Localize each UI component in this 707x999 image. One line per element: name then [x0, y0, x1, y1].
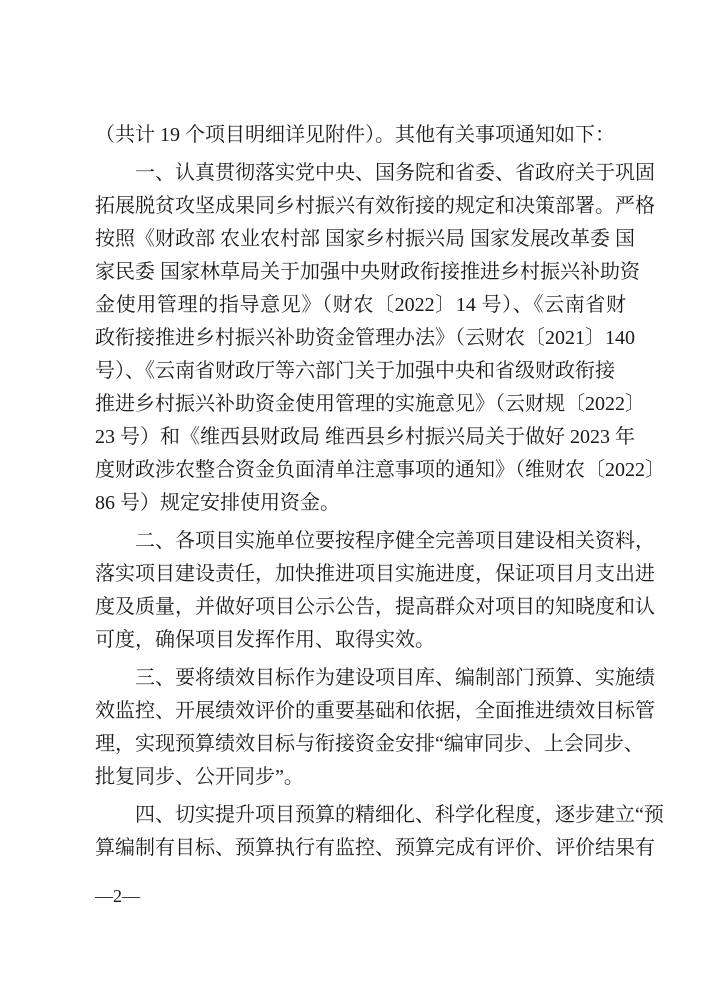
- text-line: 二、各项目实施单位要按程序健全完善项目建设相关资料，: [135, 530, 655, 552]
- paragraph-4: [95, 799, 664, 865]
- text-line: 23 号）和《维西县财政局 维西县乡村振兴局关于做好 2023 年: [95, 426, 635, 448]
- document-body: [95, 119, 665, 870]
- text-line: 推进乡村振兴补助资金使用管理的实施意见》（云财规〔2022〕: [95, 393, 645, 415]
- text-line: 拓展脱贫攻坚成果同乡村振兴有效衔接的规定和决策部署。严格: [95, 195, 655, 217]
- text-line: 按照《财政部 农业农村部 国家乡村振兴局 国家发展改革委 国: [95, 228, 635, 250]
- text-line: （共计 19 个项目明细详见附件）。其他有关事项通知如下：: [95, 124, 615, 146]
- text-line: 政衔接推进乡村振兴补助资金管理办法》（云财农〔2021〕140: [95, 327, 635, 349]
- text-line: 效监控、开展绩效评价的重要基础和依据，全面推进绩效目标管: [95, 700, 655, 722]
- text-line: 度财政涉农整合资金负面清单注意事项的通知》（维财农〔2022〕: [95, 459, 665, 481]
- page-number: —2—: [95, 886, 140, 906]
- paragraph-3: [95, 662, 655, 794]
- text-line: 号）、《云南省财政厅等六部门关于加强中央和省级财政衔接: [95, 360, 615, 382]
- text-line: 三、要将绩效目标作为建设项目库、编制部门预算、实施绩: [135, 667, 655, 689]
- paragraph-2: [95, 525, 655, 657]
- paragraph-intro: [95, 119, 626, 152]
- text-line: 落实项目建设责任，加快推进项目实施进度，保证项目月支出进: [95, 563, 655, 585]
- text-line: 家民委 国家林草局关于加强中央财政衔接推进乡村振兴补助资: [95, 261, 640, 283]
- text-line: 度及质量，并做好项目公示公告，提高群众对项目的知晓度和认: [95, 596, 655, 618]
- text-line: 算编制有目标、预算执行有监控、预算完成有评价、评价结果有: [95, 837, 655, 859]
- text-line: 批复同步、公开同步”。: [95, 766, 304, 788]
- paragraph-1: [95, 157, 665, 520]
- text-line: 理，实现预算绩效目标与衔接资金安排“编审同步、上会同步、: [95, 733, 644, 755]
- text-line: 一、认真贯彻落实党中央、国务院和省委、省政府关于巩固: [135, 162, 655, 184]
- text-line: 四、切实提升项目预算的精细化、科学化程度，逐步建立“预: [135, 804, 664, 826]
- text-line: 金使用管理的指导意见》（财农〔2022〕14 号）、《云南省财: [95, 294, 626, 316]
- text-line: 86 号）规定安排使用资金。: [95, 492, 340, 514]
- text-line: 可度，确保项目发挥作用、取得实效。: [95, 629, 435, 651]
